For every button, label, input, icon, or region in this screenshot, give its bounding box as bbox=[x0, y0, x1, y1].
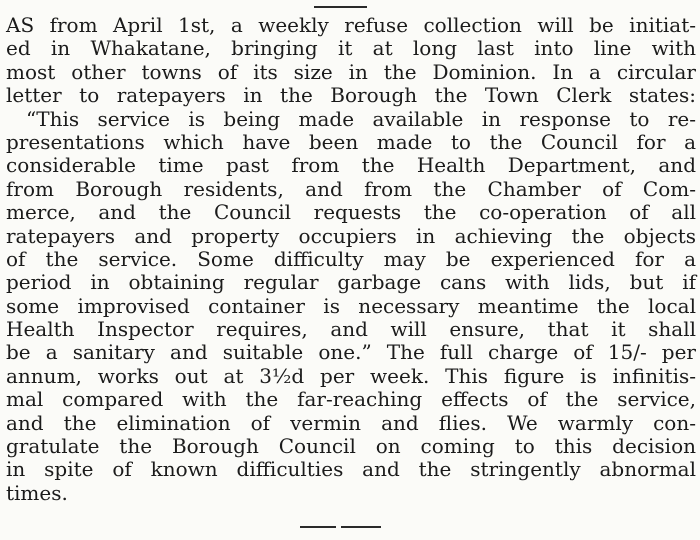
article-line: mal compared with the far-reaching effects of the service, bbox=[6, 387, 696, 412]
article-line: presentations which have been made to the Council for a bbox=[6, 129, 696, 154]
article-line: Health Inspector requires, and will ensure, that it shall bbox=[6, 317, 696, 342]
article-line: gratulate the Borough Council on coming to this decision bbox=[6, 434, 696, 459]
article-line: some improvised container is necessary meantime the local bbox=[6, 293, 696, 318]
top-divider-rule bbox=[314, 6, 367, 8]
article-line: merce, and the Council requests the co-operation of all bbox=[6, 200, 696, 225]
article-line: letter to ratepayers in the Borough the Town Clerk states: bbox=[6, 83, 696, 108]
article-line: in spite of known difficulties and the stringently abnormal bbox=[6, 457, 696, 482]
article-line: considerable time past from the Health Department, and bbox=[6, 153, 696, 178]
article-line: from Borough residents, and from the Chamber of Com- bbox=[6, 176, 696, 201]
article-body bbox=[6, 14, 696, 505]
article-line: most other towns of its size in the Dominion. In a circular bbox=[6, 59, 696, 84]
article-line: ed in Whakatane, bringing it at long last into line with bbox=[6, 36, 696, 61]
article-line-last: times. bbox=[6, 480, 68, 505]
article-line: annum, works out at 3½d per week. This figure is infinitis- bbox=[6, 363, 696, 388]
bottom-divider-rule-left bbox=[300, 526, 336, 528]
bottom-divider-rule-right bbox=[341, 526, 381, 528]
article-line: period in obtaining regular garbage cans with lids, but if bbox=[6, 270, 696, 295]
article-line: ratepayers and property occupiers in achieving the objects bbox=[6, 223, 696, 248]
article-line: and the elimination of vermin and flies. We warmly con- bbox=[6, 410, 696, 435]
article-line: AS from April 1st, a weekly refuse collection will be initiat- bbox=[6, 13, 696, 37]
article-line: of the service. Some difficulty may be experienced for a bbox=[6, 246, 696, 271]
article-line: “This service is being made available in response to re- bbox=[26, 106, 696, 131]
article-line: be a sanitary and suitable one.” The full charge of 15/- per bbox=[6, 340, 696, 365]
